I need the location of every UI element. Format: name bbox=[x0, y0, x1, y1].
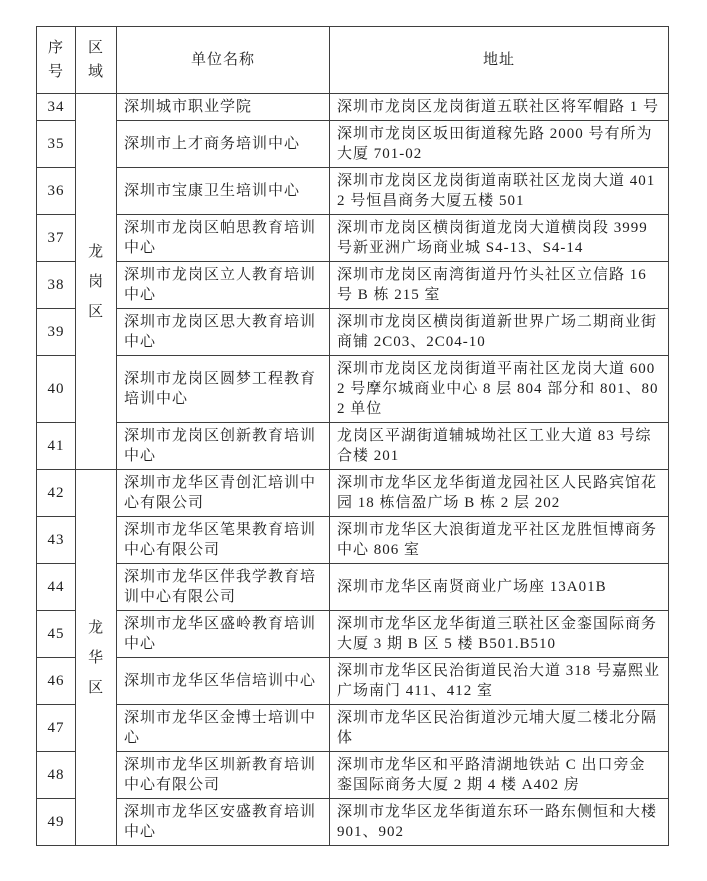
table-row bbox=[37, 215, 669, 262]
org-name: 深圳市龙华区金博士培训中心 bbox=[117, 705, 330, 752]
org-address: 深圳市龙岗区横岗街道新世界广场二期商业街商铺 2C03、2C04-10 bbox=[330, 309, 669, 356]
org-address: 龙岗区平湖街道辅城坳社区工业大道 83 号综合楼 201 bbox=[330, 423, 669, 470]
org-address: 深圳市龙岗区龙岗街道五联社区将军帽路 1 号 bbox=[330, 94, 669, 121]
row-number: 36 bbox=[37, 168, 76, 215]
row-number: 45 bbox=[37, 611, 76, 658]
row-number: 49 bbox=[37, 799, 76, 846]
org-name: 深圳市宝康卫生培训中心 bbox=[117, 168, 330, 215]
header-name: 单位名称 bbox=[117, 27, 330, 94]
table-row bbox=[37, 356, 669, 423]
table-row bbox=[37, 121, 669, 168]
table-row bbox=[37, 470, 669, 517]
row-number: 43 bbox=[37, 517, 76, 564]
org-name: 深圳市龙岗区圆梦工程教育培训中心 bbox=[117, 356, 330, 423]
org-address: 深圳市龙岗区坂田街道稼先路 2000 号有所为大厦 701-02 bbox=[330, 121, 669, 168]
org-address: 深圳市龙华区南贤商业广场座 13A01B bbox=[330, 564, 669, 611]
org-address: 深圳市龙岗区龙岗街道平南社区龙岗大道 6002 号摩尔城商业中心 8 层 804 部分和 801、802 单位 bbox=[330, 356, 669, 423]
org-name: 深圳城市职业学院 bbox=[117, 94, 330, 121]
row-number: 40 bbox=[37, 356, 76, 423]
table-row bbox=[37, 611, 669, 658]
org-name: 深圳市龙华区笔果教育培训中心有限公司 bbox=[117, 517, 330, 564]
table-row bbox=[37, 309, 669, 356]
header-no: 序号 bbox=[37, 27, 76, 94]
org-address: 深圳市龙华区龙华街道三联社区金銮国际商务大厦 3 期 B 区 5 楼 B501.B510 bbox=[330, 611, 669, 658]
row-number: 48 bbox=[37, 752, 76, 799]
table-row bbox=[37, 658, 669, 705]
row-number: 47 bbox=[37, 705, 76, 752]
org-address: 深圳市龙华区民治街道民治大道 318 号嘉熙业广场南门 411、412 室 bbox=[330, 658, 669, 705]
row-number: 34 bbox=[37, 94, 76, 121]
table-row bbox=[37, 752, 669, 799]
row-number: 37 bbox=[37, 215, 76, 262]
org-address: 深圳市龙华区民治街道沙元埔大厦二楼北分隔体 bbox=[330, 705, 669, 752]
table-row bbox=[37, 799, 669, 846]
org-name: 深圳市龙华区安盛教育培训中心 bbox=[117, 799, 330, 846]
org-name: 深圳市龙华区华信培训中心 bbox=[117, 658, 330, 705]
org-name: 深圳市上才商务培训中心 bbox=[117, 121, 330, 168]
header-region: 区域 bbox=[76, 27, 117, 94]
org-name: 深圳市龙华区圳新教育培训中心有限公司 bbox=[117, 752, 330, 799]
org-name: 深圳市龙华区伴我学教育培训中心有限公司 bbox=[117, 564, 330, 611]
training-centers-table bbox=[36, 26, 669, 846]
org-name: 深圳市龙华区青创汇培训中心有限公司 bbox=[117, 470, 330, 517]
org-name: 深圳市龙岗区创新教育培训中心 bbox=[117, 423, 330, 470]
table-row bbox=[37, 705, 669, 752]
org-address: 深圳市龙岗区南湾街道丹竹头社区立信路 16 号 B 栋 215 室 bbox=[330, 262, 669, 309]
table-row bbox=[37, 94, 669, 121]
org-name: 深圳市龙岗区思大教育培训中心 bbox=[117, 309, 330, 356]
table-row bbox=[37, 517, 669, 564]
org-address: 深圳市龙岗区龙岗街道南联社区龙岗大道 4012 号恒昌商务大厦五楼 501 bbox=[330, 168, 669, 215]
org-address: 深圳市龙华区大浪街道龙平社区龙胜恒博商务中心 806 室 bbox=[330, 517, 669, 564]
row-number: 39 bbox=[37, 309, 76, 356]
org-address: 深圳市龙华区和平路清湖地铁站 C 出口旁金銮国际商务大厦 2 期 4 楼 A402 房 bbox=[330, 752, 669, 799]
row-number: 38 bbox=[37, 262, 76, 309]
org-address: 深圳市龙华区龙华街道东环一路东侧恒和大楼 901、902 bbox=[330, 799, 669, 846]
region-cell-longhua: 龙华区 bbox=[76, 470, 117, 846]
table-row bbox=[37, 168, 669, 215]
org-name: 深圳市龙华区盛岭教育培训中心 bbox=[117, 611, 330, 658]
header-address: 地址 bbox=[330, 27, 669, 94]
org-name: 深圳市龙岗区立人教育培训中心 bbox=[117, 262, 330, 309]
row-number: 46 bbox=[37, 658, 76, 705]
table-row bbox=[37, 564, 669, 611]
org-address: 深圳市龙华区龙华街道龙园社区人民路宾馆花园 18 栋信盈广场 B 栋 2 层 202 bbox=[330, 470, 669, 517]
table-row bbox=[37, 423, 669, 470]
org-name: 深圳市龙岗区帕思教育培训中心 bbox=[117, 215, 330, 262]
row-number: 44 bbox=[37, 564, 76, 611]
row-number: 41 bbox=[37, 423, 76, 470]
org-address: 深圳市龙岗区横岗街道龙岗大道横岗段 3999 号新亚洲广场商业城 S4-13、S4-14 bbox=[330, 215, 669, 262]
header-row bbox=[37, 27, 669, 94]
region-cell-longgang: 龙岗区 bbox=[76, 94, 117, 470]
row-number: 35 bbox=[37, 121, 76, 168]
row-number: 42 bbox=[37, 470, 76, 517]
table-row bbox=[37, 262, 669, 309]
